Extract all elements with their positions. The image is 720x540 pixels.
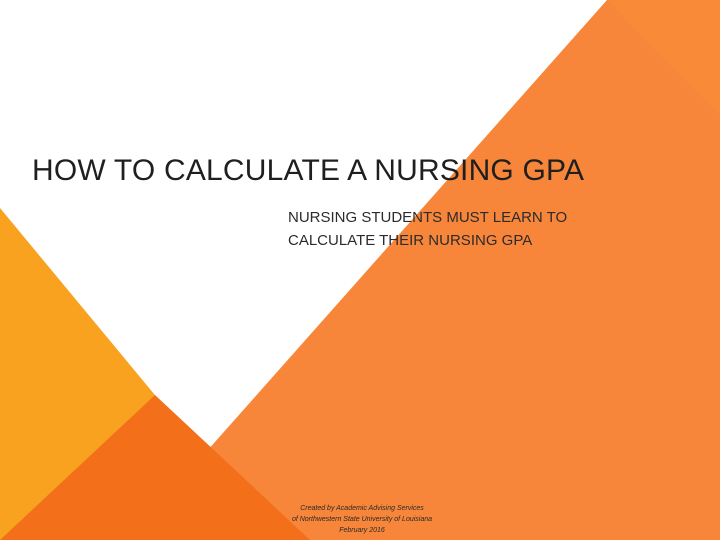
page-title: HOW TO CALCULATE A NURSING GPA [32,154,585,187]
credit-line: Created by Academic Advising Services [300,505,424,512]
slide-subtitle [288,206,648,252]
credit-line: February 2016 [339,527,385,534]
credit-line: of Northwestern State University of Louisiana [291,516,433,523]
credit-text [262,503,462,536]
subtitle-line: CALCULATE THEIR NURSING GPA [288,232,533,249]
subtitle-line: NURSING STUDENTS MUST LEARN TO [288,209,568,226]
